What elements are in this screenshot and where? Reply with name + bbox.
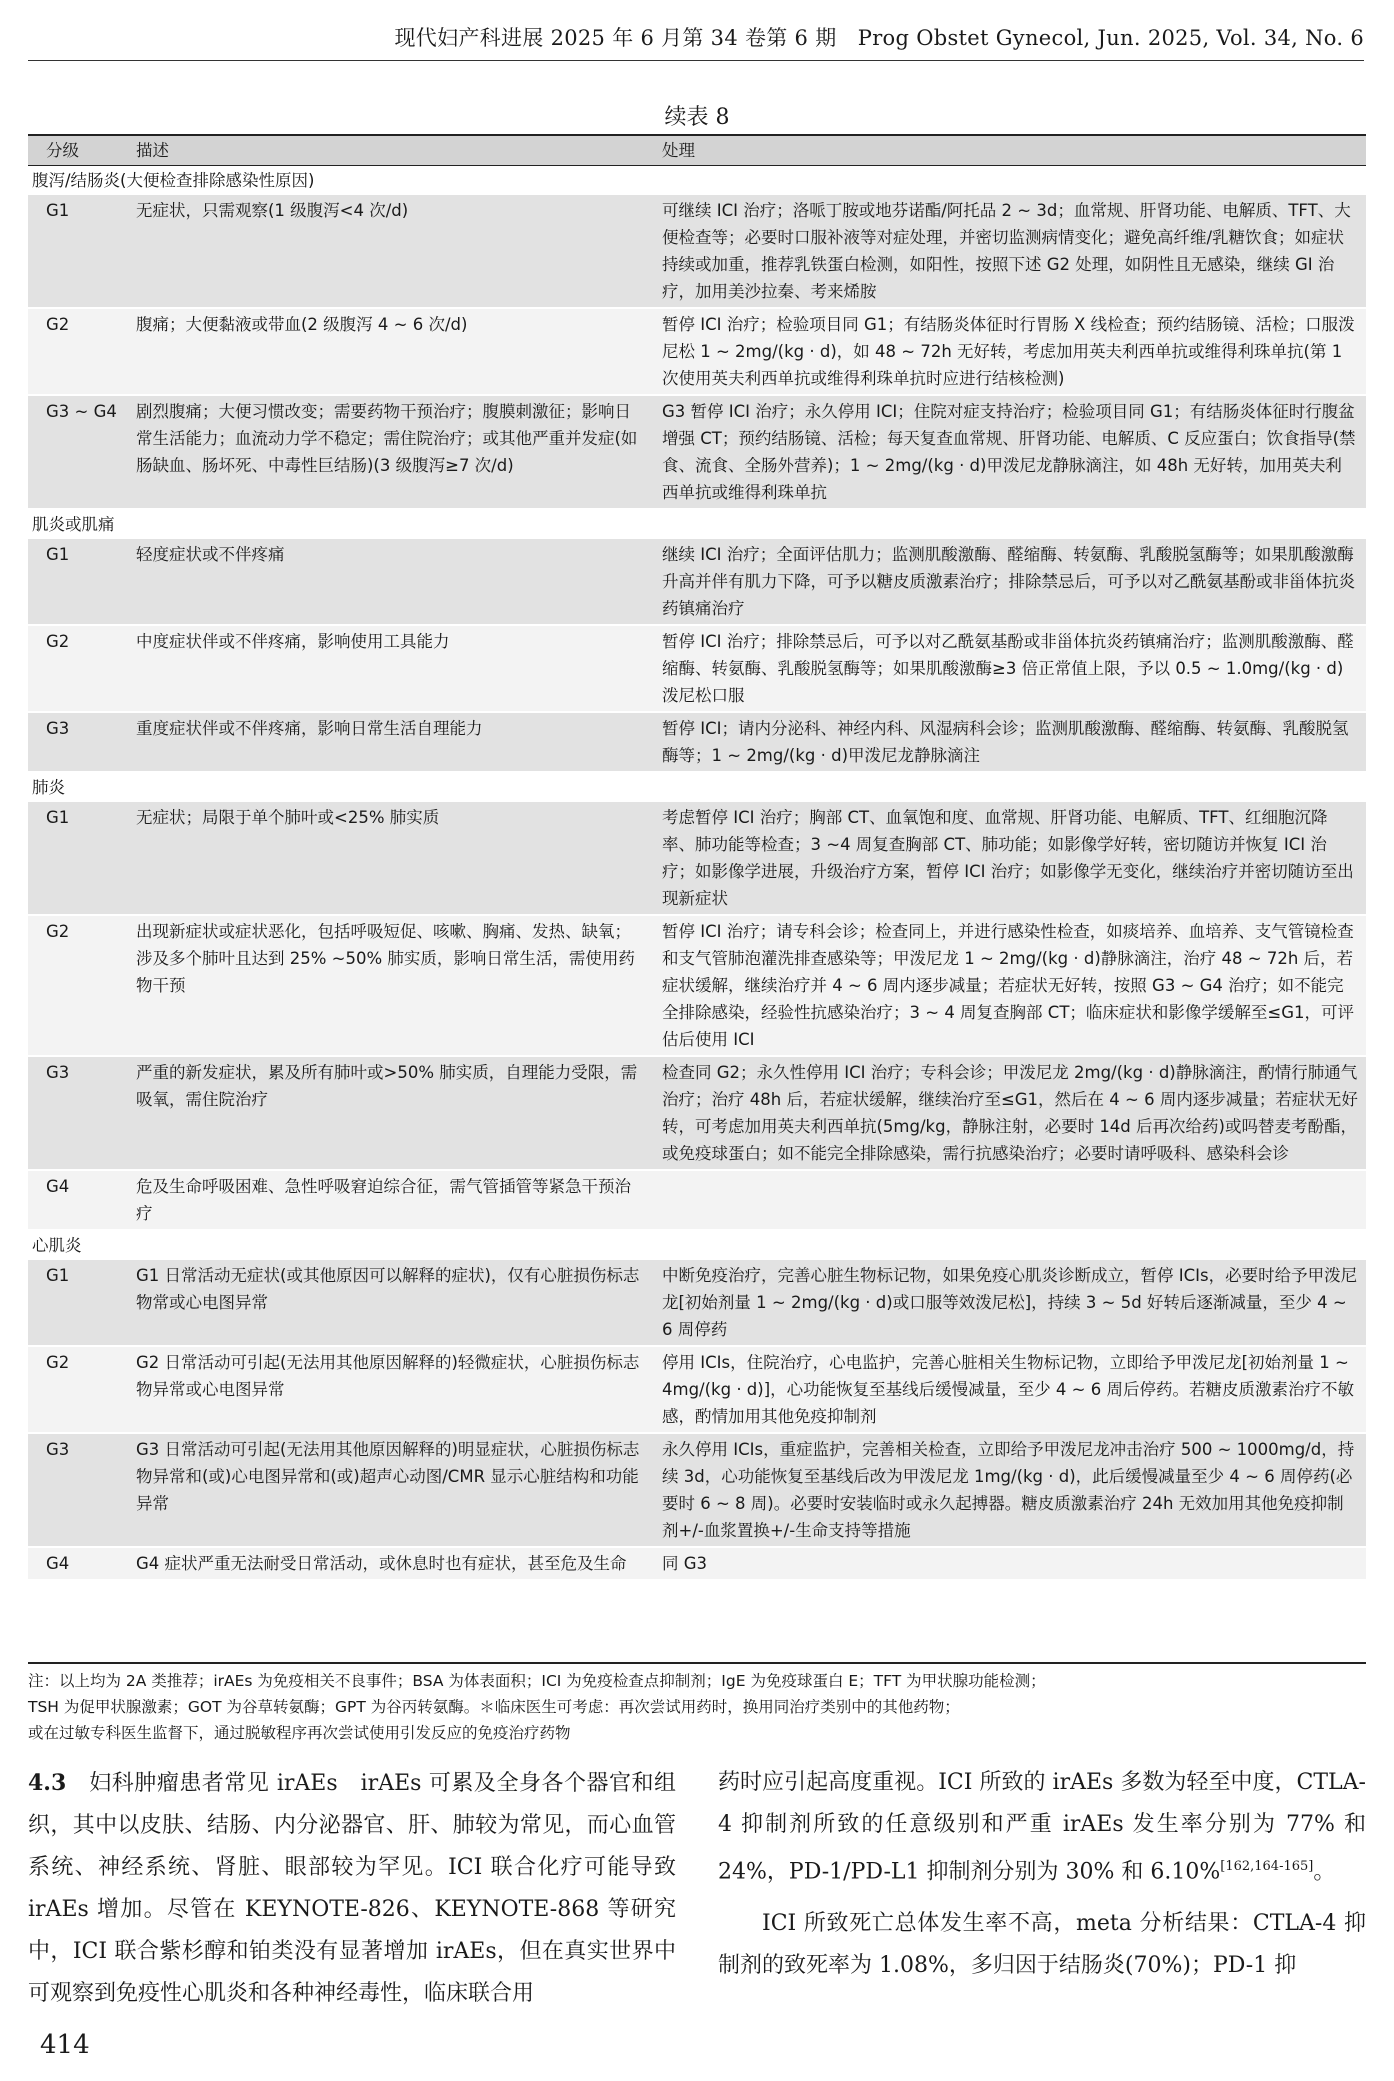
table-row <box>28 1547 1366 1580</box>
header-rule <box>28 60 1364 61</box>
treatment-cell: 停用 ICIs，住院治疗，心电监护，完善心脏相关生物标记物，立即给予甲泼尼龙[初始剂量 1 ~ 4mg/(kg · d)]，心功能恢复至基线后缓慢减量，至少 4 ~ 6 周后停药。若糖皮质激素治疗不敏感，酌情加用其他免疫抑制剂 <box>654 1346 1366 1433</box>
grade-cell: G1 <box>28 802 128 915</box>
treatment-cell: 永久停用 ICIs，重症监护，完善相关检查，立即给予甲泼尼龙冲击治疗 500 ~ 1000mg/d，持续 3d，心功能恢复至基线后改为甲泼尼龙 1mg/(kg · d)，此后缓慢减量至少 4 ~ 6 周停药(必要时 6 ~ 8 周)。必要时安装临时或永久起搏器。糖皮质激素治疗 24h 无效加用其他免疫抑制剂+/-血浆置换+/-生命支持等措施 <box>654 1433 1366 1547</box>
grade-cell: G2 <box>28 1346 128 1433</box>
treatment-cell: 检查同 G2；永久性停用 ICI 治疗；专科会诊；甲泼尼龙 2mg/(kg · d)静脉滴注，酌情行肺通气治疗；治疗 48h 后，若症状缓解，继续治疗至≤G1，然后在 4 ~ 6 周内逐步减量；若症状无好转，可考虑加用英夫利西单抗(5mg/kg，静脉注射，必要时 14d 后再次给药)或吗替麦考酚酯，或免疫球蛋白；如不能完全排除感染，需行抗感染治疗；必要时请呼吸科、感染科会诊 <box>654 1056 1366 1170</box>
section-number: 4.3 <box>28 1770 67 1796</box>
treatment-cell: G3 暂停 ICI 治疗；永久停用 ICI；住院对症支持治疗；检验项目同 G1；有结肠炎体征时行腹盆增强 CT；预约结肠镜、活检；每天复查血常规、肝肾功能、电解质、C 反应蛋白；饮食指导(禁食、流食、全肠外营养)；1 ~ 2mg/(kg · d)甲泼尼龙静脉滴注，如 48h 无好转，加用英夫利西单抗或维得利珠单抗 <box>654 395 1366 509</box>
treatment-cell <box>654 1170 1366 1230</box>
paragraph <box>718 1903 1366 1987</box>
table-row <box>28 195 1366 308</box>
description-cell: 轻度症状或不伴疼痛 <box>128 539 654 625</box>
table-row <box>28 1056 1366 1170</box>
table-section-row <box>28 166 1366 196</box>
column-header-description: 描述 <box>136 141 169 160</box>
grade-cell: G3 <box>28 1056 128 1170</box>
description-cell: 腹痛；大便黏液或带血(2 级腹泻 4 ~ 6 次/d) <box>128 308 654 395</box>
table-row <box>28 1433 1366 1547</box>
grade-cell: G4 <box>28 1547 128 1580</box>
column-header-grade: 分级 <box>46 141 79 160</box>
table-row <box>28 308 1366 395</box>
paragraph-text: 妇科肿瘤患者常见 irAEs irAEs 可累及全身各个器官和组织，其中以皮肤、结肠、内分泌器官、肝、肺较为常见，而心血管系统、神经系统、肾脏、眼部较为罕见。ICI 联合化疗可能导致 irAEs 增加。尽管在 KEYNOTE-826、KEYNOTE-868 等研究中，ICI 联合紫杉醇和铂类没有显著增加 irAEs，但在真实世界中可观察到免疫性心肌炎和各种神经毒性，临床联合用 <box>28 1771 676 2006</box>
treatment-cell: 暂停 ICI 治疗；排除禁忌后，可予以对乙酰氨基酚或非甾体抗炎药镇痛治疗；监测肌酸激酶、醛缩酶、转氨酶、乳酸脱氢酶等；如果肌酸激酶≥3 倍正常值上限，予以 0.5 ~ 1.0mg/(kg · d)泼尼松口服 <box>654 625 1366 712</box>
treatment-cell: 暂停 ICI 治疗；检验项目同 G1；有结肠炎体征时行胃肠 X 线检查；预约结肠镜、活检；口服泼尼松 1 ~ 2mg/(kg · d)，如 48 ~ 72h 无好转，考虑加用英夫利西单抗或维得利珠单抗(第 1 次使用英夫利西单抗或维得利珠单抗时应进行结核检测) <box>654 308 1366 395</box>
section-title: 肺炎 <box>32 778 65 797</box>
grade-cell: G1 <box>28 539 128 625</box>
treatment-cell: 继续 ICI 治疗；全面评估肌力；监测肌酸激酶、醛缩酶、转氨酶、乳酸脱氢酶等；如果肌酸激酶升高并伴有肌力下降，可予以糖皮质激素治疗；排除禁忌后，可予以对乙酰氨基酚或非甾体抗炎药镇痛治疗 <box>654 539 1366 625</box>
paragraph-text: 药时应引起高度重视。ICI 所致的 irAEs 多数为轻至中度，CTLA-4 抑制剂所致的任意级别和严重 irAEs 发生率分别为 77% 和 24%，PD-1/PD-L1 抑制剂分别为 30% 和 6.10% <box>718 1770 1366 1885</box>
treatment-cell: 可继续 ICI 治疗；洛哌丁胺或地芬诺酯/阿托品 2 ~ 3d；血常规、肝肾功能、电解质、TFT、大便检查等；必要时口服补液等对症处理，并密切监测病情变化；避免高纤维/乳糖饮食；如症状持续或加重，推荐乳铁蛋白检测，如阳性，按照下述 G2 处理，如阴性且无感染，继续 GI 治疗，加用美沙拉秦、考来烯胺 <box>654 195 1366 308</box>
table-notes <box>28 1662 1366 1746</box>
description-cell: 无症状，只需观察(1 级腹泻<4 次/d) <box>128 195 654 308</box>
table-row <box>28 1260 1366 1346</box>
grade-cell: G4 <box>28 1170 128 1230</box>
table-row <box>28 539 1366 625</box>
treatment-table <box>28 134 1366 1581</box>
section-title: 心肌炎 <box>32 1236 82 1255</box>
description-cell: G1 日常活动无症状(或其他原因可以解释的症状)，仅有心脏损伤标志物常或心电图异常 <box>128 1260 654 1346</box>
table-container <box>28 134 1366 1581</box>
grade-cell: G2 <box>28 308 128 395</box>
section-title: 腹泻/结肠炎(大便检查排除感染性原因) <box>32 171 315 190</box>
table-row <box>28 712 1366 772</box>
column-header-treatment: 处理 <box>662 141 695 160</box>
description-cell: G2 日常活动可引起(无法用其他原因解释的)轻微症状，心脏损伤标志物异常或心电图异常 <box>128 1346 654 1433</box>
treatment-cell: 中断免疫治疗，完善心脏生物标记物，如果免疫心肌炎诊断成立，暂停 ICIs，必要时给予甲泼尼龙[初始剂量 1 ~ 2mg/(kg · d)或口服等效泼尼松]，持续 3 ~ 5d 好转后逐渐减量，至少 4 ~ 6 周停药 <box>654 1260 1366 1346</box>
table-section-row <box>28 509 1366 539</box>
table-row <box>28 1170 1366 1230</box>
description-cell: 危及生命呼吸困难、急性呼吸窘迫综合征，需气管插管等紧急干预治疗 <box>128 1170 654 1230</box>
page-number: 414 <box>40 2030 90 2060</box>
table-row <box>28 625 1366 712</box>
treatment-cell: 同 G3 <box>654 1547 1366 1580</box>
grade-cell: G3 <box>28 1433 128 1547</box>
body-text <box>28 1762 1366 2012</box>
paragraph <box>28 1762 676 2015</box>
description-cell: G3 日常活动可引起(无法用其他原因解释的)明显症状，心脏损伤标志物异常和(或)心电图异常和(或)超声心动图/CMR 显示心脏结构和功能异常 <box>128 1433 654 1547</box>
right-column <box>718 1762 1366 1987</box>
citation: [162,164-165] <box>1220 1859 1314 1874</box>
description-cell: 无症状；局限于单个肺叶或<25% 肺实质 <box>128 802 654 915</box>
table-row <box>28 1346 1366 1433</box>
note-line: 注：以上均为 2A 类推荐；irAEs 为免疫相关不良事件；BSA 为体表面积；ICI 为免疫检查点抑制剂；IgE 为免疫球蛋白 E；TFT 为甲状腺功能检测； <box>28 1672 1046 1690</box>
grade-cell: G2 <box>28 915 128 1056</box>
description-cell: 重度症状伴或不伴疼痛，影响日常生活自理能力 <box>128 712 654 772</box>
treatment-cell: 暂停 ICI；请内分泌科、神经内科、风湿病科会诊；监测肌酸激酶、醛缩酶、转氨酶、乳酸脱氢酶等；1 ~ 2mg/(kg · d)甲泼尼龙静脉滴注 <box>654 712 1366 772</box>
description-cell: G4 症状严重无法耐受日常活动，或休息时也有症状，甚至危及生命 <box>128 1547 654 1580</box>
table-section-row <box>28 772 1366 802</box>
table-row <box>28 915 1366 1056</box>
running-header: 现代妇产科进展 2025 年 6 月第 34 卷第 6 期 Prog Obstet Gynecol, Jun. 2025, Vol. 34, No. 6 <box>394 26 1364 50</box>
grade-cell: G2 <box>28 625 128 712</box>
grade-cell: G3 <box>28 712 128 772</box>
grade-cell: G1 <box>28 195 128 308</box>
table-row <box>28 802 1366 915</box>
description-cell: 中度症状伴或不伴疼痛，影响使用工具能力 <box>128 625 654 712</box>
table-header-row <box>28 135 1366 166</box>
sentence-end: 。 <box>1313 1859 1336 1885</box>
treatment-cell: 考虑暂停 ICI 治疗；胸部 CT、血氧饱和度、血常规、肝肾功能、电解质、TFT、红细胞沉降率、肺功能等检查；3 ~4 周复查胸部 CT、肺功能；如影像学好转，密切随访并恢复 ICI 治疗；如影像学进展，升级治疗方案，暂停 ICI 治疗；如影像学无变化，继续治疗并密切随访至出现新症状 <box>654 802 1366 915</box>
left-column <box>28 1762 676 2015</box>
treatment-cell: 暂停 ICI 治疗；请专科会诊；检查同上，并进行感染性检查，如痰培养、血培养、支气管镜检查和支气管肺泡灌洗排查感染等；甲泼尼龙 1 ~ 2mg/(kg · d)静脉滴注，治疗 48 ~ 72h 后，若症状缓解，继续治疗并 4 ~ 6 周内逐步减量；若症状无好转，按照 G3 ~ G4 治疗；如不能完全排除感染，经验性抗感染治疗；3 ~ 4 周复查胸部 CT；临床症状和影像学缓解至≤G1，可评估后使用 ICI <box>654 915 1366 1056</box>
section-title: 肌炎或肌痛 <box>32 515 115 534</box>
table-row <box>28 395 1366 509</box>
table-section-row <box>28 1230 1366 1260</box>
paragraph-text: ICI 所致死亡总体发生率不高，meta 分析结果：CTLA-4 抑制剂的致死率为 1.08%，多归因于结肠炎(70%)；PD-1 抑 <box>718 1911 1366 1979</box>
note-line: TSH 为促甲状腺激素；GOT 为谷草转氨酶；GPT 为谷丙转氨酶。＊临床医生可考虑：再次尝试用药时，换用同治疗类别中的其他药物； <box>28 1698 960 1716</box>
grade-cell: G3 ~ G4 <box>28 395 128 509</box>
description-cell: 严重的新发症状，累及所有肺叶或>50% 肺实质，自理能力受限，需吸氧，需住院治疗 <box>128 1056 654 1170</box>
note-line: 或在过敏专科医生监督下，通过脱敏程序再次尝试使用引发反应的免疫治疗药物 <box>28 1724 571 1742</box>
description-cell: 出现新症状或症状恶化，包括呼吸短促、咳嗽、胸痛、发热、缺氧；涉及多个肺叶且达到 25% ~50% 肺实质，影响日常生活，需使用药物干预 <box>128 915 654 1056</box>
grade-cell: G1 <box>28 1260 128 1346</box>
description-cell: 剧烈腹痛；大便习惯改变；需要药物干预治疗；腹膜刺激征；影响日常生活能力；血流动力学不稳定；需住院治疗；或其他严重并发症(如肠缺血、肠坏死、中毒性巨结肠)(3 级腹泻≥7 次/d) <box>128 395 654 509</box>
paragraph <box>718 1762 1366 1893</box>
table-title: 续表 8 <box>664 105 730 130</box>
